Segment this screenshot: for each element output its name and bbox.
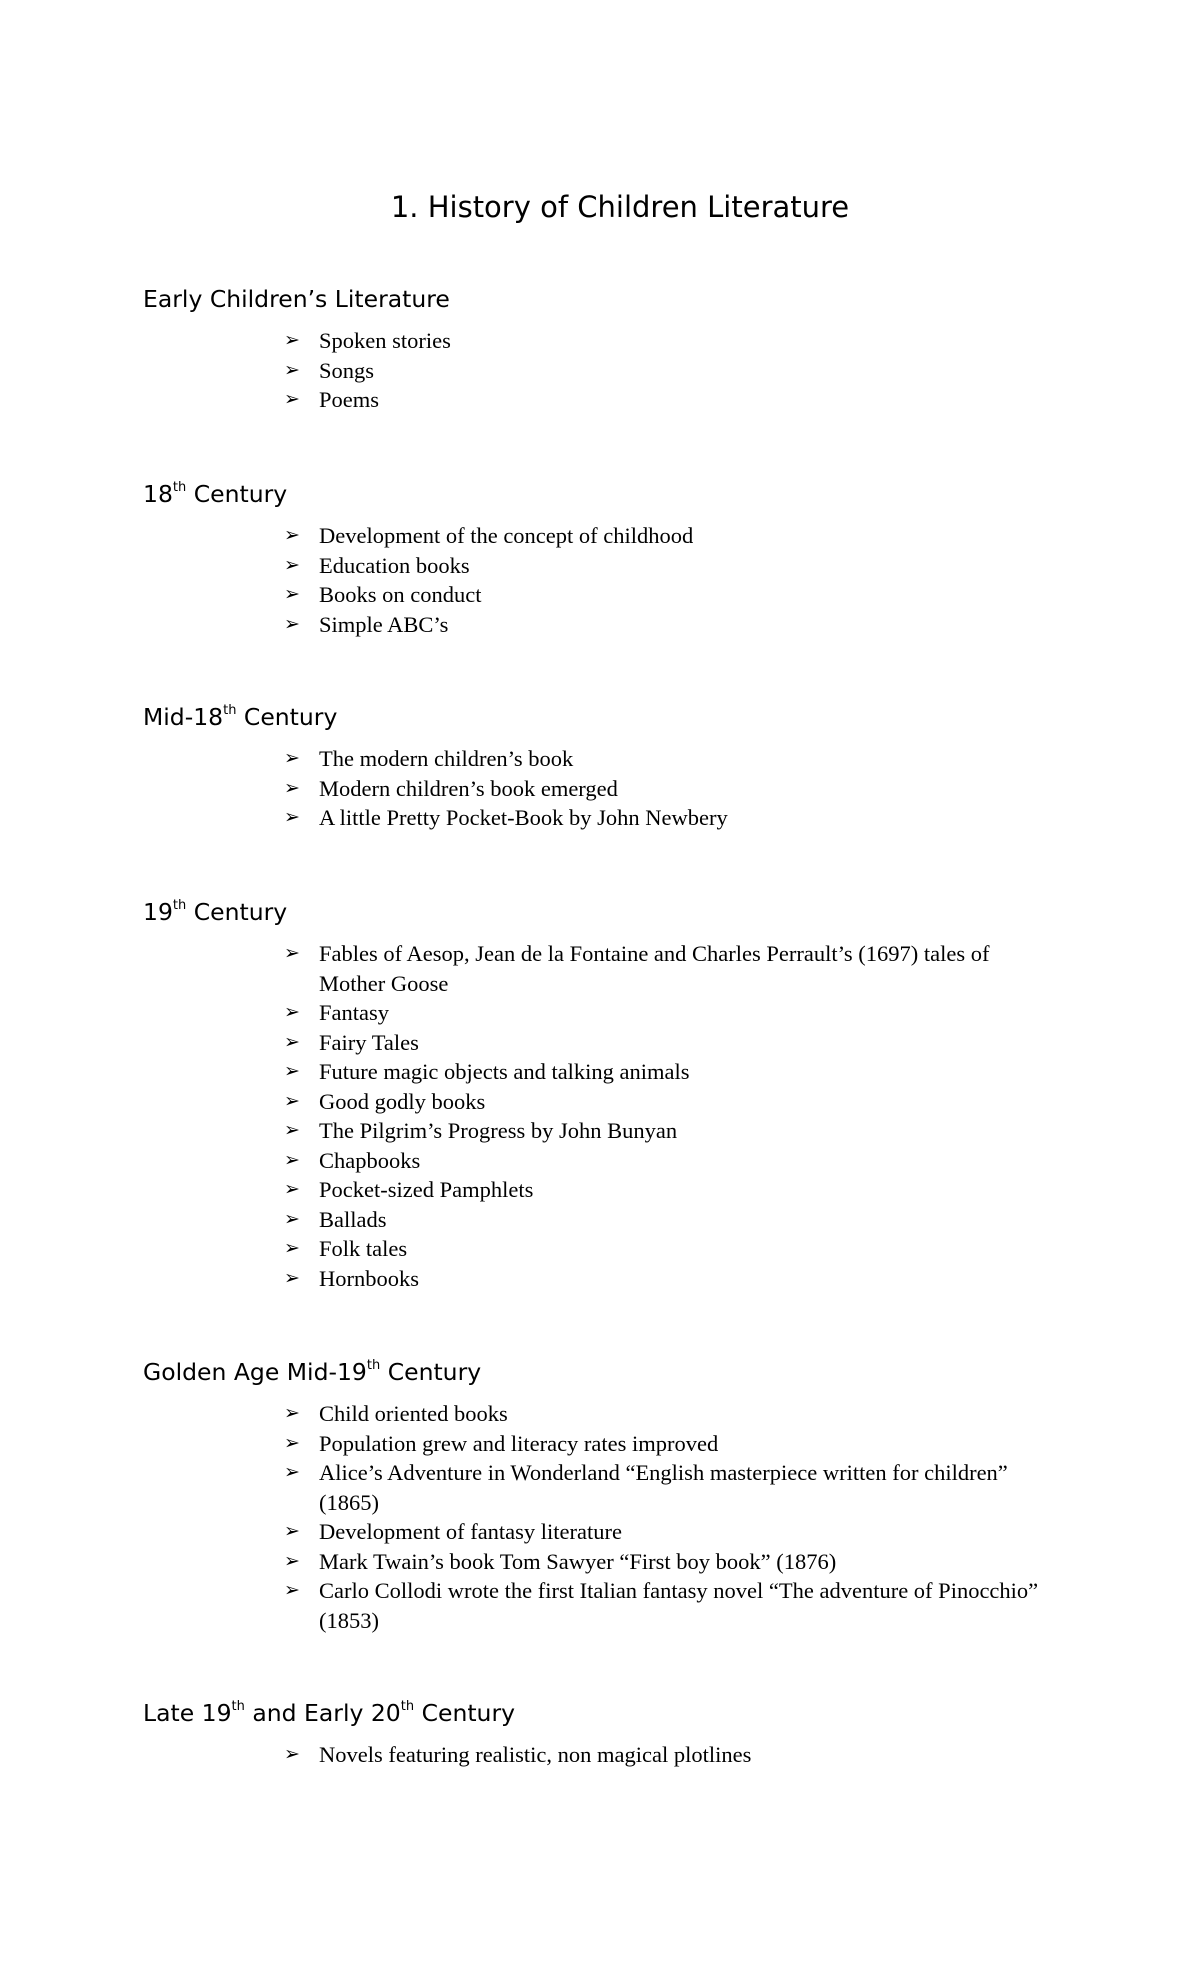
arrowhead-bullet-icon: ➢ [284, 553, 300, 576]
arrowhead-bullet-icon: ➢ [284, 388, 300, 410]
arrowhead-bullet-icon: ➢ [284, 1237, 300, 1259]
list-item [284, 1429, 1054, 1459]
section-heading [143, 282, 1143, 316]
arrowhead-bullet-icon: ➢ [284, 1461, 300, 1483]
bullet-list [143, 1740, 1054, 1770]
section-heading [143, 700, 1143, 734]
list-item [284, 1740, 1054, 1770]
list-item-text: Hornbooks [319, 1265, 419, 1291]
list-item [284, 1057, 1054, 1087]
list-item-text: Fantasy [319, 1000, 389, 1025]
bullet-list [143, 1399, 1054, 1635]
arrowhead-bullet-icon: ➢ [284, 1579, 300, 1601]
arrowhead-bullet-icon: ➢ [284, 1266, 300, 1289]
section-heading [143, 1696, 1143, 1730]
heading-text: Late 19 [143, 1699, 232, 1727]
arrowhead-bullet-icon: ➢ [284, 524, 300, 546]
section-heading [143, 477, 1143, 511]
list-item-text: Pocket-sized Pamphlets [319, 1177, 534, 1202]
list-item-text: Population grew and literacy rates improved [319, 1430, 719, 1456]
list-item [284, 998, 1054, 1028]
list-item [284, 1517, 1054, 1547]
list-item-text: Modern children’s book emerged [319, 775, 618, 801]
list-item-text: Child oriented books [319, 1401, 508, 1426]
list-item [284, 1205, 1054, 1235]
list-item [284, 1399, 1054, 1429]
list-item [284, 1547, 1054, 1577]
list-item-text: Novels featuring realistic, non magical plotlines [319, 1742, 752, 1767]
list-item-text: Ballads [319, 1206, 387, 1232]
list-item [284, 1576, 1054, 1635]
list-item [284, 1234, 1054, 1264]
heading-text: 19 [143, 898, 173, 926]
section-1 [143, 282, 1143, 415]
heading-superscript: th [231, 1699, 245, 1715]
list-item-text: Chapbooks [319, 1147, 421, 1173]
list-item-text: Alice’s Adventure in Wonderland “English masterpiece written for children” (1865) [319, 1460, 1008, 1515]
heading-text: and Early 20 [244, 1699, 401, 1727]
heading-superscript: th [400, 1699, 415, 1715]
heading-text: Century [186, 480, 288, 508]
heading-text: Early Children’s Literature [143, 285, 450, 313]
section-heading [143, 895, 1143, 929]
list-item-text: The modern children’s book [319, 746, 574, 771]
heading-superscript: th [172, 898, 187, 914]
list-item-text: Education books [319, 552, 470, 578]
list-item [284, 1175, 1054, 1205]
list-item [284, 1028, 1054, 1058]
arrowhead-bullet-icon: ➢ [284, 1549, 300, 1572]
arrowhead-bullet-icon: ➢ [284, 1431, 300, 1454]
list-item-text: Development of fantasy literature [319, 1519, 623, 1544]
list-item [284, 1264, 1054, 1294]
heading-superscript: th [172, 480, 187, 496]
arrowhead-bullet-icon: ➢ [284, 1089, 300, 1112]
list-item-text: Fables of Aesop, Jean de la Fontaine and Charles Perrault’s (1697) tales of Mother Goose [319, 941, 990, 996]
list-item-text: The Pilgrim’s Progress by John Bunyan [319, 1118, 678, 1143]
list-item-text: Good godly books [319, 1088, 486, 1114]
arrowhead-bullet-icon: ➢ [284, 1030, 300, 1053]
list-item [284, 774, 1054, 804]
list-item [284, 1146, 1054, 1176]
bullet-list [143, 521, 1054, 639]
section-4 [143, 895, 1143, 1293]
list-item [284, 356, 1054, 386]
arrowhead-bullet-icon: ➢ [284, 1001, 300, 1023]
arrowhead-bullet-icon: ➢ [284, 612, 300, 635]
list-item [284, 551, 1054, 581]
list-item [284, 580, 1054, 610]
list-item-text: A little Pretty Pocket-Book by John Newbery [319, 805, 728, 830]
heading-text: Mid-18 [143, 703, 224, 731]
list-item-text: Spoken stories [319, 328, 451, 353]
arrowhead-bullet-icon: ➢ [284, 583, 300, 605]
arrowhead-bullet-icon: ➢ [284, 1178, 300, 1200]
bullet-list [143, 744, 1054, 833]
page-title: 1. History of Children Literature [390, 190, 850, 224]
list-item-text: Simple ABC’s [319, 611, 449, 637]
section-6 [143, 1696, 1143, 1770]
heading-text: Century [236, 703, 338, 731]
list-item [284, 1458, 1054, 1517]
heading-superscript: th [366, 1358, 381, 1374]
list-item-text: Future magic objects and talking animals [319, 1059, 690, 1084]
list-item [284, 385, 1054, 415]
arrowhead-bullet-icon: ➢ [284, 1402, 300, 1424]
list-item-text: Mark Twain’s book Tom Sawyer “First boy book” (1876) [319, 1548, 837, 1574]
section-5 [143, 1355, 1143, 1635]
list-item [284, 939, 1054, 998]
list-item [284, 521, 1054, 551]
list-item [284, 610, 1054, 640]
arrowhead-bullet-icon: ➢ [284, 329, 300, 351]
heading-text: Century [380, 1358, 482, 1386]
list-item-text: Poems [319, 387, 380, 412]
arrowhead-bullet-icon: ➢ [284, 1148, 300, 1171]
arrowhead-bullet-icon: ➢ [284, 358, 300, 381]
arrowhead-bullet-icon: ➢ [284, 1119, 300, 1141]
arrowhead-bullet-icon: ➢ [284, 776, 300, 799]
arrowhead-bullet-icon: ➢ [284, 1743, 300, 1765]
list-item [284, 1116, 1054, 1146]
list-item-text: Development of the concept of childhood [319, 523, 694, 548]
arrowhead-bullet-icon: ➢ [284, 747, 300, 769]
heading-text: Century [186, 898, 288, 926]
arrowhead-bullet-icon: ➢ [284, 806, 300, 828]
arrowhead-bullet-icon: ➢ [284, 1207, 300, 1230]
section-3 [143, 700, 1143, 833]
bullet-list [143, 939, 1054, 1293]
heading-text: 18 [143, 480, 173, 508]
list-item-text: Carlo Collodi wrote the first Italian fantasy novel “The adventure of Pinocchio” (1853) [319, 1578, 1039, 1633]
list-item [284, 1087, 1054, 1117]
list-item-text: Fairy Tales [319, 1029, 419, 1055]
list-item [284, 803, 1054, 833]
bullet-list [143, 326, 1054, 415]
list-item-text: Folk tales [319, 1236, 408, 1261]
heading-text: Century [414, 1699, 516, 1727]
list-item-text: Songs [319, 357, 375, 383]
arrowhead-bullet-icon: ➢ [284, 942, 300, 964]
heading-superscript: th [223, 703, 237, 719]
list-item [284, 744, 1054, 774]
arrowhead-bullet-icon: ➢ [284, 1520, 300, 1542]
heading-text: Golden Age Mid-19 [143, 1358, 367, 1386]
list-item-text: Books on conduct [319, 582, 482, 607]
arrowhead-bullet-icon: ➢ [284, 1060, 300, 1082]
list-item [284, 326, 1054, 356]
section-2 [143, 477, 1143, 639]
section-heading [143, 1355, 1143, 1389]
